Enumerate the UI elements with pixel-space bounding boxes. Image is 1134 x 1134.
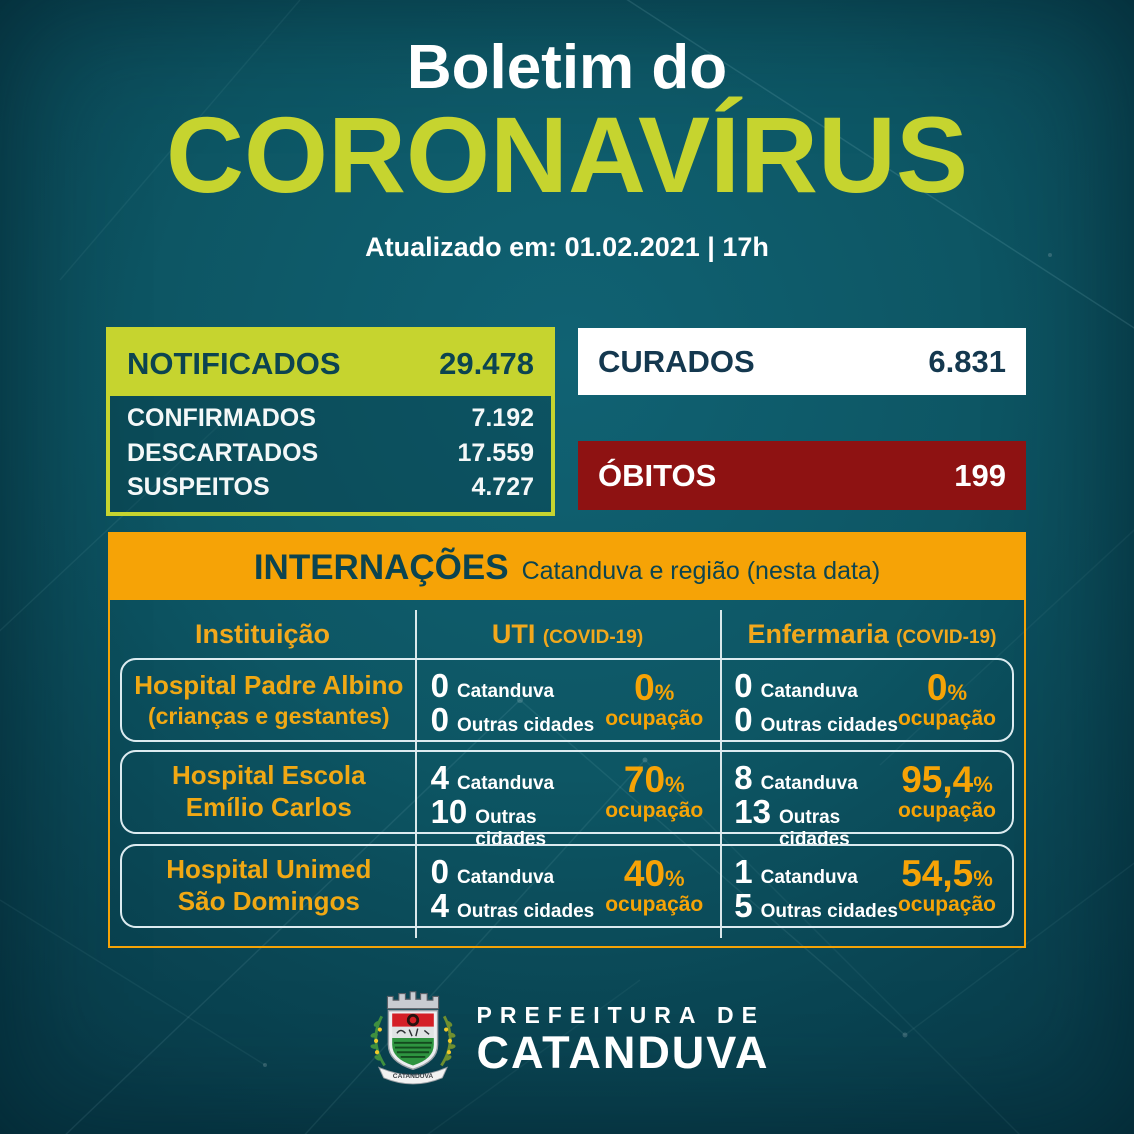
count-value: 0 [734,701,753,738]
uti-label: UTI [491,618,536,649]
percent-sign: % [947,680,968,705]
occupancy [898,761,996,823]
count-catanduva [431,669,595,703]
hospital-row-padre-albino [120,658,1014,742]
count-value: 13 [734,793,771,830]
percent-sign: % [973,866,993,891]
hospital-name-line2: Emílio Carlos [185,792,352,822]
occupancy-label: ocupação [605,707,704,730]
count-label: Outras cidades [778,807,850,850]
occupancy-pct [605,761,703,798]
count-value: 4 [430,759,449,796]
footer [0,986,1134,1092]
occupancy-pct [898,669,996,706]
count-value: 0 [430,701,449,738]
count-value: 0 [734,667,753,704]
occupancy-value: 70 [623,759,666,800]
prefeitura-wordmark [477,1002,770,1076]
count-label: Catanduva [456,681,555,702]
uti-covid-note: (COVID-19) [542,626,644,648]
count-value: 4 [430,887,449,924]
occupancy [898,855,996,917]
occupancy-value: 40 [623,853,666,894]
table-column-headers [110,610,1024,658]
notificados-label: NOTIFICADOS [127,345,341,381]
title-line1: Boletim do [406,33,728,102]
occupancy-value: 0 [634,667,655,708]
mural-crown [387,992,438,1009]
descartados-label: DESCARTADOS [127,438,319,467]
occupancy-pct [605,669,703,706]
internacoes-section [108,532,1026,948]
occupancy-pct [898,855,996,892]
count-value: 1 [734,853,753,890]
hospital-name-line1: Hospital Escola [171,760,366,791]
curados-label: CURADOS [598,343,755,379]
occupancy [898,669,996,731]
title-line2: CORONAVÍRUS [165,94,969,216]
breakdown-row-descartados [127,439,534,468]
count-value: 0 [430,667,449,704]
prefeitura-line2: CATANDUVA [476,1026,770,1078]
notificados-breakdown [110,396,551,512]
breakdown-row-suspeitos [127,473,534,502]
uti-cell [416,660,720,740]
count-value: 10 [430,793,468,830]
occupancy-pct [898,761,996,798]
column-header-enfermaria [720,619,1024,650]
header [0,34,1134,263]
hospital-row-emilio-carlos [120,750,1014,850]
count-catanduva [431,761,606,795]
hospital-name-line2: (crianças e gestantes) [147,702,390,729]
count-label: Catanduva [456,773,555,794]
count-outras [734,889,898,923]
count-catanduva [431,855,595,889]
uti-counts [430,853,595,924]
occupancy-label: ocupação [897,799,996,822]
occupancy-label: ocupação [605,893,704,916]
count-label: Catanduva [760,681,858,702]
uti-cell [416,752,720,850]
internacoes-subtitle: Catanduva e região (nesta data) [521,557,881,585]
confirmados-value: 7.192 [471,404,534,432]
internacoes-header [110,534,1024,600]
occupancy-value: 54,5 [901,853,974,894]
column-header-institution: Instituição [194,618,330,649]
occupancy-value: 0 [926,667,948,708]
obitos-value: 199 [954,457,1006,493]
count-outras [431,795,606,851]
occupancy [605,669,703,731]
enfermaria-label: Enfermaria [747,618,889,649]
suspeitos-label: SUSPEITOS [127,473,270,501]
occupancy [605,855,703,917]
hospital-name [122,846,416,926]
internacoes-title: INTERNAÇÕES [253,548,509,587]
shield [388,1011,437,1070]
uti-counts [430,667,595,738]
count-outras [734,703,898,737]
count-catanduva [734,669,898,703]
hospital-row-unimed-sao-domingos [120,844,1014,928]
count-outras [431,703,595,737]
count-label: Outras cidades [760,715,898,736]
uti-cell [416,846,720,926]
descartados-value: 17.559 [457,438,534,467]
percent-sign: % [665,866,685,891]
enfermaria-cell [719,752,1012,850]
ribbon-text: CATANDUVA [392,1072,433,1080]
curados-value: 6.831 [928,343,1006,379]
obitos-label: ÓBITOS [598,457,717,493]
obitos-card [578,441,1026,510]
count-outras [734,795,898,851]
occupancy-pct [605,855,703,892]
column-header-uti [415,619,720,650]
updated-timestamp: Atualizado em: 01.02.2021 | 17h [365,232,769,263]
count-value: 8 [734,759,753,796]
count-label: Outras cidades [760,901,898,922]
enfermaria-cell [719,660,1012,740]
notificados-value: 29.478 [439,345,534,381]
count-label: Outras cidades [475,807,547,850]
count-catanduva [734,761,898,795]
count-value: 5 [734,887,753,924]
enfermaria-counts [734,853,898,924]
occupancy-label: ocupação [605,799,704,822]
suspeitos-value: 4.727 [471,473,534,501]
notificados-header [110,331,551,396]
count-value: 0 [430,853,449,890]
curados-card [578,328,1026,395]
count-label: Catanduva [760,773,858,794]
occupancy-label: ocupação [897,707,996,730]
percent-sign: % [973,772,993,797]
count-label: Catanduva [456,867,555,888]
uti-counts [430,759,606,850]
hospital-name [122,752,416,832]
catanduva-coat-of-arms [365,986,461,1092]
hospital-name [122,660,416,740]
occupancy-label: ocupação [897,893,996,916]
count-label: Outras cidades [456,901,595,922]
confirmados-label: CONFIRMADOS [127,404,316,432]
count-catanduva [734,855,898,889]
hospital-name-line1: Hospital Padre Albino [134,670,404,701]
occupancy [605,761,703,823]
hospital-name-line1: Hospital Unimed [166,854,372,885]
prefeitura-line1: PREFEITURA DE [476,1001,765,1028]
count-label: Outras cidades [456,715,595,736]
breakdown-row-confirmados [127,404,534,433]
enfermaria-cell [719,846,1012,926]
notificados-card [106,327,555,516]
enfermaria-covid-note: (COVID-19) [896,626,997,648]
enfermaria-counts [734,667,898,738]
percent-sign: % [654,680,675,705]
count-label: Catanduva [760,867,858,888]
percent-sign: % [665,772,685,797]
enfermaria-counts [734,759,898,850]
count-outras [431,889,595,923]
hospital-name-line2: São Domingos [177,886,360,916]
occupancy-value: 95,4 [901,759,974,800]
